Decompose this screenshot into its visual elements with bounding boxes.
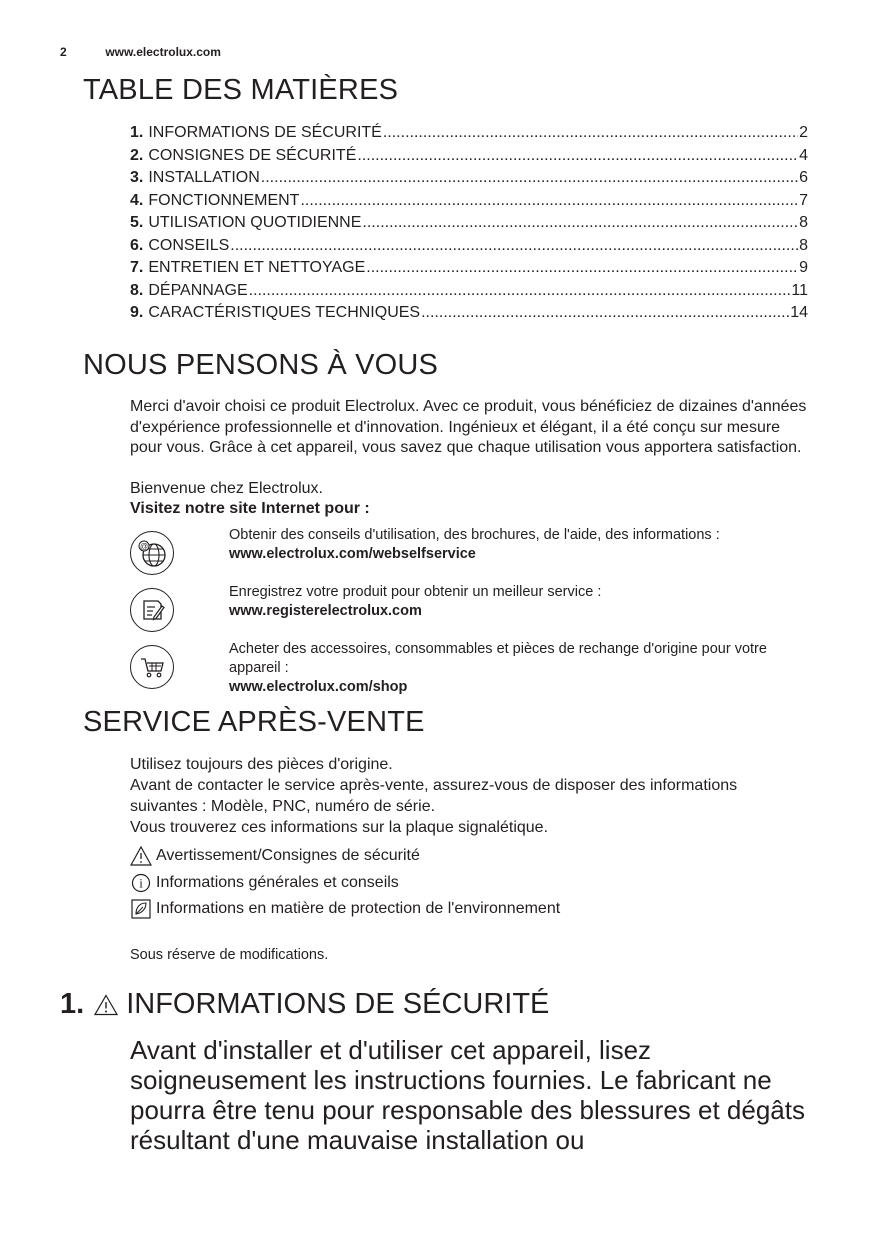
toc-item-number: 4.	[130, 191, 144, 209]
leaf-icon	[130, 898, 152, 920]
toc-leader-dots	[249, 280, 791, 303]
toc-item-page: 11	[791, 281, 808, 299]
globe-icon	[130, 531, 174, 575]
toc-item-label: FONCTIONNEMENT	[148, 191, 300, 209]
toc-item-label: ENTRETIEN ET NETTOYAGE	[148, 259, 366, 276]
toc-item[interactable]	[130, 190, 808, 213]
toc-item-label: CONSEILS	[148, 236, 230, 254]
safety-intro: Avant d'installer et d'utiliser cet appareil, lisez soigneusement les instructions fournies. Le fabricant ne pourra être tenu pour responsable des blessures et dégâts résultant d'une mauvaise installation ou	[130, 1035, 805, 1155]
toc-item-page: 9	[799, 259, 808, 276]
toc-item-number: 9.	[130, 304, 144, 321]
legend-text: Informations générales et conseils	[156, 873, 399, 891]
svg-text:i: i	[139, 875, 143, 891]
toc-item[interactable]	[130, 145, 808, 168]
toc-title: TABLE DES MATIÈRES	[83, 74, 399, 106]
legend-text: Informations en matière de protection de l'environnement	[156, 900, 561, 918]
toc-item-number: 2.	[130, 146, 144, 164]
page-header	[60, 45, 221, 59]
warning-icon	[94, 994, 118, 1016]
web-link-url[interactable]: www.electrolux.com/webselfservice	[229, 546, 476, 562]
cart-icon	[130, 645, 174, 689]
toc-item-label: CARACTÉRISTIQUES TECHNIQUES	[148, 304, 421, 321]
safety-number: 1.	[60, 988, 85, 1020]
toc-item-page: 7	[799, 191, 808, 209]
toc-item-label: INFORMATIONS DE SÉCURITÉ	[148, 124, 382, 141]
legend-text: Avertissement/Consignes de sécurité	[156, 847, 420, 865]
disclaimer: Sous réserve de modifications.	[130, 947, 329, 963]
toc-item-page: 2	[799, 124, 808, 141]
toc-item-page: 8	[799, 236, 808, 254]
toc-item-number: 7.	[130, 259, 144, 276]
web-links	[130, 526, 820, 697]
legend-item	[130, 843, 560, 870]
toc-item-label: INSTALLATION	[148, 169, 260, 186]
toc-leader-dots	[366, 257, 798, 280]
website-link[interactable]: www.electrolux.com	[105, 45, 221, 59]
toc-item-number: 3.	[130, 169, 144, 186]
toc-item[interactable]	[130, 257, 808, 280]
toc-item[interactable]	[130, 122, 808, 145]
service-line-3: Vous trouverez ces informations sur la plaque signalétique.	[130, 819, 549, 836]
toc-item-number: 6.	[130, 236, 144, 254]
toc-item[interactable]	[130, 212, 808, 235]
safety-title: INFORMATIONS DE SÉCURITÉ	[126, 988, 550, 1020]
register-icon	[130, 588, 174, 632]
symbol-legend	[130, 843, 560, 923]
page-number: 2	[60, 45, 67, 59]
toc-item[interactable]	[130, 235, 808, 258]
web-link-desc: Acheter des accessoires, consommables et pièces de rechange d'origine pour votre appareil :	[229, 641, 767, 676]
web-link-item	[130, 526, 820, 583]
toc-item-page: 4	[799, 146, 808, 164]
toc-item-number: 1.	[130, 124, 144, 141]
thinking-intro: Merci d'avoir choisi ce produit Electrolux. Avec ce produit, vous bénéficiez de dizaines d'années d'expérience professionnelle et d'innovation. Ingénieux et élégant, il a été conçu sur mesure pour vous. Grâce à cet appareil, vous savez que chaque utilisation vous apportera satisfaction.	[130, 398, 807, 456]
service-line-1: Utilisez toujours des pièces d'origine.	[130, 756, 393, 773]
toc-item[interactable]	[130, 167, 808, 190]
welcome-text: Bienvenue chez Electrolux.	[130, 480, 323, 497]
legend-item	[130, 870, 560, 897]
toc-item-label: UTILISATION QUOTIDIENNE	[148, 214, 362, 231]
web-link-item	[130, 640, 820, 697]
toc-item-page: 14	[790, 304, 808, 321]
toc-item-page: 6	[799, 169, 808, 186]
toc-item[interactable]	[130, 280, 808, 303]
table-of-contents	[130, 122, 808, 325]
toc-item-number: 5.	[130, 214, 144, 231]
safety-heading	[60, 988, 549, 1021]
toc-leader-dots	[261, 167, 798, 190]
warning-icon	[130, 845, 152, 867]
visit-text: Visitez notre site Internet pour :	[130, 500, 370, 517]
toc-leader-dots	[300, 190, 798, 213]
toc-leader-dots	[230, 235, 798, 258]
web-link-desc: Enregistrez votre produit pour obtenir un meilleur service :	[229, 584, 602, 600]
toc-item-number: 8.	[130, 281, 144, 299]
toc-item-label: CONSIGNES DE SÉCURITÉ	[148, 146, 357, 164]
web-link-url[interactable]: www.electrolux.com/shop	[229, 679, 408, 695]
toc-leader-dots	[357, 145, 798, 168]
web-link-url[interactable]: www.registerelectrolux.com	[229, 603, 422, 619]
toc-item-page: 8	[799, 214, 808, 231]
toc-leader-dots	[383, 122, 798, 145]
svg-text:@: @	[139, 542, 149, 551]
info-icon	[130, 872, 152, 894]
toc-leader-dots	[421, 302, 789, 325]
legend-item	[130, 896, 560, 923]
toc-item-label: DÉPANNAGE	[148, 281, 248, 299]
web-link-desc: Obtenir des conseils d'utilisation, des brochures, de l'aide, des informations :	[229, 527, 720, 543]
service-line-2: Avant de contacter le service après-vente, assurez-vous de disposer des informations suivantes : Modèle, PNC, numéro de série.	[130, 777, 738, 815]
toc-item[interactable]	[130, 302, 808, 325]
toc-leader-dots	[362, 212, 798, 235]
thinking-title: NOUS PENSONS À VOUS	[83, 349, 439, 381]
service-title: SERVICE APRÈS-VENTE	[83, 706, 425, 738]
web-link-item	[130, 583, 820, 640]
